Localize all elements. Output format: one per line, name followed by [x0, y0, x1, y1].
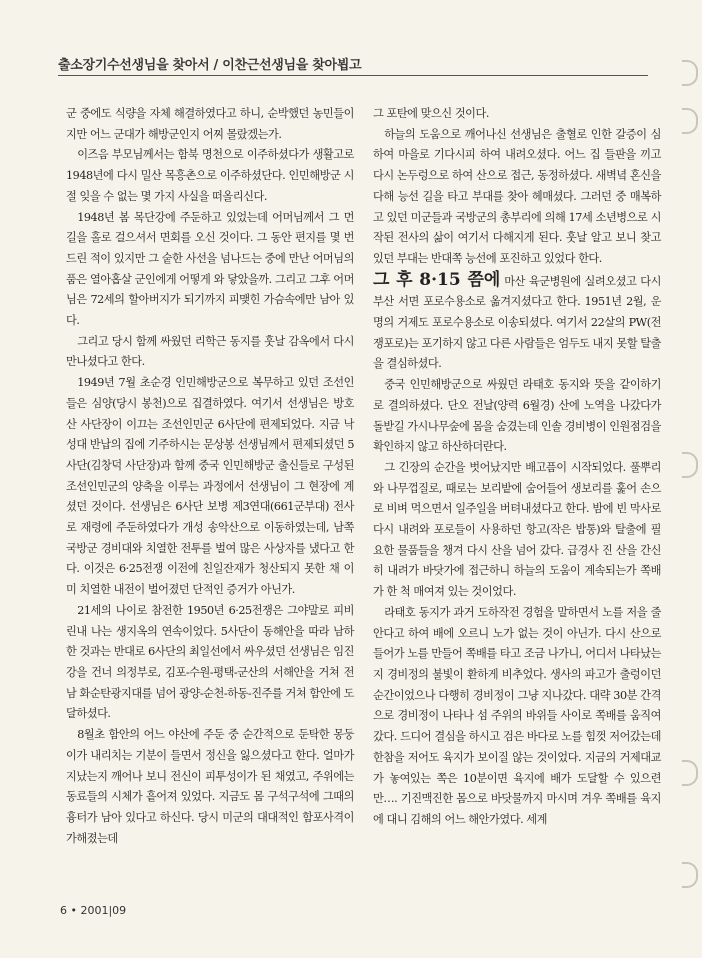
paragraph: 라태호 동지가 과거 도하작전 경험을 말하면서 노를 저을 줄 안다고 하여 배에 오르니 노가 없는 것이 아닌가. 다시 산으로 들어가 노를 만들어 쪽배를 타고 조금 나가니, 어디서 나타났는지 경비정의 불빛이 환하게 비추었다. 생사의 파고가 출렁이던 순간이었으나 다행히 경비정이 그냥 지나갔다. 대략 30분 간격으로 경비정이 나타나 섬 주위의 바위들 사이로 쪽배를 움직여갔다. 드디어 결심을 하시고 검은 바다로 노를 힘껏 저어갔는데 한참을 저어도 육지가 보이질 않는 것이었다. 지금의 거제대교가 놓여있는 쪽은 10분이면 육지에 배가 도달할 수 있으련만…. 기진맥진한 몸으로 바닷물까지 마시며 겨우 쪽배를 육지에 대니 김해의 어느 해안가였다. 세계	[373, 605, 661, 826]
paragraph: 그 긴장의 순간을 벗어났지만 배고픔이 시작되었다. 풀뿌리와 나무껍질로, 때로는 보리밭에 숨어들어 생보리를 훑어 손으로 비벼 먹으면서 일주일을 버텨내셨다고 한다. 밤에 빈 막사로 다시 내려와 포로들이 사용하던 항고(작은 밥통)와 탈출에 필요한 물품들을 챙겨 다시 산을 넘어 갔다. 급경사 진 산을 간신히 내려가 바닷가에 접근하니 하늘의 도움이 계속되는가 쪽배가 한 척 매여져 있는 것이었다.	[373, 460, 661, 599]
binder-hole-mark	[682, 452, 698, 478]
running-header: 출소장기수선생님을 찾아서 / 이찬근선생님을 찾아뵙고	[58, 58, 362, 73]
lead-text: 마산 육군병원에 실려오셨고 다시 부산 서면 포로수용소로 옮겨지셨다고 한다. 1951년 2월, 운명의 거제도 포로수용소로 이송되셨다. 여기서 22살의 PW(전쟁포로)는 포기하지 않고 다른 사람들은 엄두도 내지 못할 탈출을 결심하셨다.	[373, 274, 661, 371]
right-column	[373, 104, 661, 831]
binder-hole-mark	[682, 760, 698, 786]
paragraph: 8월초 함안의 어느 야산에 주둔 중 순간적으로 둔탁한 몽둥이가 내리치는 기분이 들면서 정신을 잃으셨다고 한다. 얼마가 지났는지 깨어나 보니 전신이 피투성이가 된 채였고, 주위에는 동료들의 시체가 흩어져 있었다. 지금도 몸 구석구석에 그때의 흉터가 남아 있다고 하신다. 당시 미군의 대대적인 함포사격이 가해졌는데	[66, 728, 354, 845]
paragraph: 그리고 당시 함께 싸웠던 리학근 동지를 훗날 감옥에서 다시 만나셨다고 한다.	[66, 334, 354, 369]
paragraph: 이즈음 부모님께서는 함북 명천으로 이주하셨다가 생활고로 1948년에 다시 밀산 목흥촌으로 이주하셨단다. 인민해방군 시절 잊을 수 없는 몇 가지 사실을 떠올리신다.	[66, 148, 354, 203]
binder-hole-mark	[682, 862, 698, 888]
header-divider	[58, 75, 648, 76]
page-footer: 6 • 2001|09	[60, 904, 127, 917]
paragraph: 그 포탄에 맞으신 것이다.	[373, 107, 489, 120]
paragraph: 21세의 나이로 참전한 1950년 6·25전쟁은 그야말로 피비린내 나는 생지옥의 연속이었다. 5사단이 동해안을 따라 남하한 것과는 반대로 6사단의 최일선에서 싸우셨던 선생님은 임진강을 건너 의정부로, 김포-수원-평택-군산의 서해안을 거쳐 전남 화순탄광지대를 넘어 광양-순천-하동-진주를 거쳐 함안에 도달하셨다.	[66, 603, 354, 721]
lead-emphasis: 그 후 8·15 쯤에	[373, 269, 501, 290]
paragraph: 중국 인민해방군으로 싸웠던 라태호 동지와 뜻을 같이하기로 결의하셨다. 단오 전날(양력 6월경) 산에 노역을 나갔다가 돌받길 가시나무숲에 몸을 숨겼는데 인솔 경비병이 인원점검을 확인하지 않고 하산하더란다.	[373, 378, 661, 454]
lead-paragraph	[373, 270, 661, 376]
binder-hole-mark	[682, 108, 698, 134]
paragraph: 군 중에도 식량을 자체 해결하였다고 하니, 순박했던 농민들이지만 어느 군대가 해방군인지 어찌 몰랐겠는가.	[66, 107, 354, 141]
paragraph: 하늘의 도움으로 깨어나신 선생님은 출혈로 인한 갈증이 심하여 마을로 기다시피 하여 내려오셨다. 어느 집 들판을 끼고 다시 논두렁으로 하여 산으로 접근, 동정하셨다. 새벽녘 혼신을 다해 능선 길을 타고 부대를 찾아 헤매셨다. 그러던 중 매복하고 있던 미군들과 국방군의 총부리에 의해 17세 소년병으로 시작된 전사의 삶이 여기서 다해지게 된다. 훗날 알고 보니 찾고 있던 부대는 반대쪽 능선에 포진하고 있었다 한다.	[373, 127, 661, 265]
left-column	[66, 104, 354, 849]
binder-hole-mark	[682, 60, 698, 86]
paragraph: 1948년 봄 목단강에 주둔하고 있었는데 어머님께서 그 먼 길을 홀로 걸으셔서 면회를 오신 것이다. 그 동안 편지를 몇 번 드린 적이 있지만 그 숱한 사선을 넘나드는 중에 만난 어머님의 품은 열아홉살 군인에게 어떻게 와 닿았을까. 그리고 그후 어머님은 72세의 할아버지가 되기까지 피맺힌 가슴속에만 남아 있다.	[66, 210, 354, 328]
paragraph: 1949년 7월 초순경 인민해방군으로 복무하고 있던 조선인들은 심양(당시 봉천)으로 집결하였다. 여기서 선생님은 방호산 사단장이 이끄는 조선인민군 6사단에 편제되었다. 지금 낙성대 반납의 집에 기주하시는 문상봉 선생님께서 편제되셨던 5사단(김창덕 사단장)과 함께 중국 인민해방군 출신들로 구성된 조선인민군의 양축을 이루는 과정에서 선생님이 그 현장에 계셨던 것이다. 선생님은 6사단 보병 제3연대(661군부대) 전사로 재령에 주둔하였다가 개성 송악산으로 이동하였는데, 남쪽 국방군 경비대와 치열한 전투를 벌여 많은 사상자를 냈다고 한다. 이것은 6·25전쟁 이전에 친일잔재가 청산되지 못한 채 이미 치열한 내전이 벌어졌던 단적인 증거가 아닌가.	[66, 376, 354, 597]
